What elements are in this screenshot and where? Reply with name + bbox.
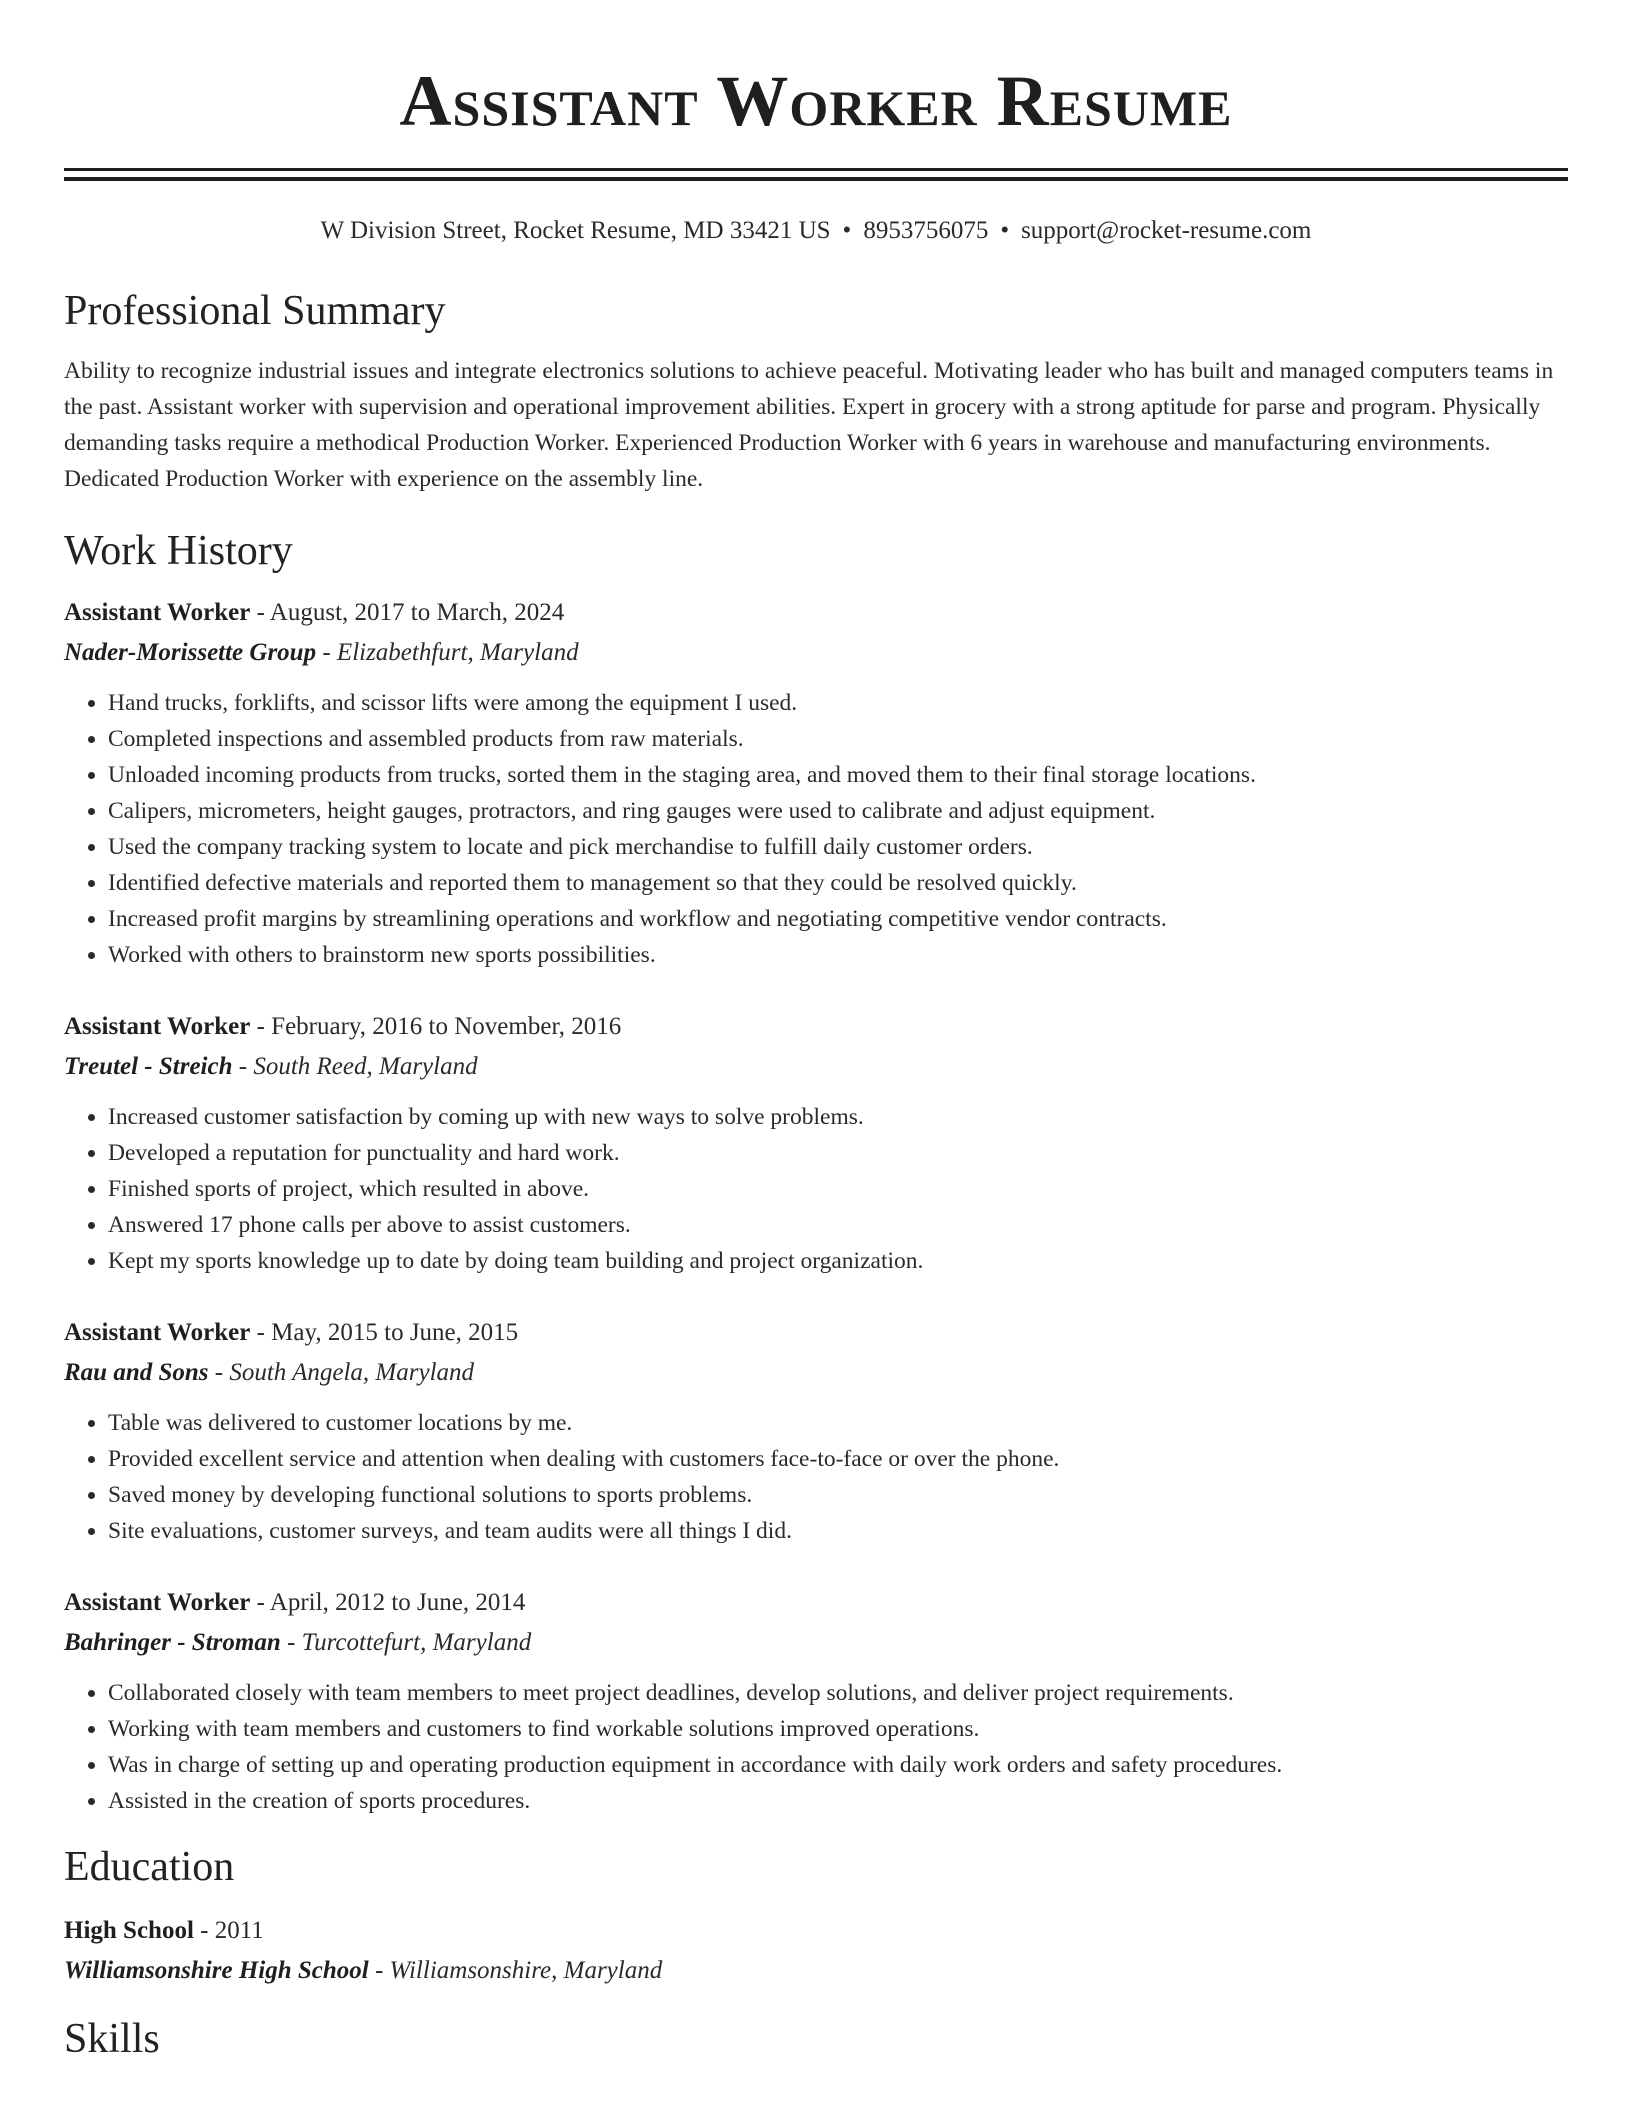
contact-address: W Division Street, Rocket Resume, MD 33421 US <box>320 217 831 244</box>
job-bullet: • Calipers, micrometers, height gauges, protractors, and ring gauges were used to calibrate and adjust equipment. <box>108 793 1568 829</box>
company-name: Rau and Sons <box>64 1359 209 1386</box>
job-bullets <box>64 685 1568 973</box>
company-line <box>64 1047 1568 1087</box>
company-location: - South Reed, Maryland <box>232 1053 478 1080</box>
company-line <box>64 1623 1568 1663</box>
job-title-line <box>64 1313 1568 1353</box>
job-bullet: • Increased profit margins by streamlining operations and workflow and negotiating competitive vendor contracts. <box>108 901 1568 937</box>
job-bullet: • Worked with others to brainstorm new sports possibilities. <box>108 937 1568 973</box>
job-bullet: • Completed inspections and assembled products from raw materials. <box>108 721 1568 757</box>
job-entry <box>64 1313 1568 1549</box>
job-dates: - August, 2017 to March, 2024 <box>250 599 565 626</box>
job-title: Assistant Worker <box>64 599 251 626</box>
job-bullet: • Collaborated closely with team members to meet project deadlines, develop solutions, and deliver project requirements. <box>108 1675 1568 1711</box>
company-location: - Turcottefurt, Maryland <box>280 1629 532 1656</box>
job-bullet: • Saved money by developing functional solutions to sports problems. <box>108 1477 1568 1513</box>
job-bullet: • Developed a reputation for punctuality and hard work. <box>108 1135 1568 1171</box>
job-entry <box>64 1007 1568 1279</box>
job-bullet: • Finished sports of project, which resulted in above. <box>108 1171 1568 1207</box>
job-bullet: • Assisted in the creation of sports procedures. <box>108 1783 1568 1819</box>
job-bullets <box>64 1405 1568 1549</box>
section-heading-work-history: Work History <box>64 528 293 574</box>
job-entry <box>64 593 1568 973</box>
education-location: - Williamsonshire, Maryland <box>368 1957 663 1984</box>
job-dates: - May, 2015 to June, 2015 <box>250 1319 519 1346</box>
contact-email[interactable]: support@rocket-resume.com <box>1021 217 1312 244</box>
job-bullet: • Used the company tracking system to locate and pick merchandise to fulfill daily customer orders. <box>108 829 1568 865</box>
section-heading-education: Education <box>64 1844 235 1890</box>
job-title: Assistant Worker <box>64 1319 251 1346</box>
summary-text: Ability to recognize industrial issues and integrate electronics solutions to achieve peaceful. Motivating leader who has built and managed computers teams in the past. Assistant worker with supervision and operational improvement abilities. Expert in grocery with a strong aptitude for parse and program. Physically demanding tasks require a methodical Production Worker. Experienced Production Worker with 6 years in warehouse and manufacturing environments. Dedicated Production Worker with experience on the assembly line. <box>64 358 1554 492</box>
job-title-line <box>64 1583 1568 1623</box>
company-name: Nader-Morissette Group <box>64 639 317 666</box>
job-title-line <box>64 1007 1568 1047</box>
section-heading-summary: Professional Summary <box>64 288 446 334</box>
job-title: Assistant Worker <box>64 1589 251 1616</box>
company-location: - Elizabethfurt, Maryland <box>316 639 579 666</box>
education-school: Williamsonshire High School <box>64 1957 369 1984</box>
job-bullet: • Answered 17 phone calls per above to assist customers. <box>108 1207 1568 1243</box>
section-heading-skills: Skills <box>64 2016 160 2062</box>
job-bullet: • Site evaluations, customer surveys, and team audits were all things I did. <box>108 1513 1568 1549</box>
education-school-line <box>64 1951 1568 1991</box>
job-bullet: • Working with team members and customers to find workable solutions improved operations. <box>108 1711 1568 1747</box>
job-bullet: • Table was delivered to customer locations by me. <box>108 1405 1568 1441</box>
job-bullet: • Was in charge of setting up and operating production equipment in accordance with daily work orders and safety procedures. <box>108 1747 1568 1783</box>
company-name: Treutel - Streich <box>64 1053 233 1080</box>
job-bullet: • Unloaded incoming products from trucks, sorted them in the staging area, and moved them to their final storage locations. <box>108 757 1568 793</box>
resume-page <box>64 0 1568 2065</box>
job-dates: - April, 2012 to June, 2014 <box>250 1589 526 1616</box>
job-title-line <box>64 593 1568 633</box>
contact-phone[interactable]: 8953756075 <box>863 217 989 244</box>
education-year: - 2011 <box>193 1917 264 1944</box>
company-name: Bahringer - Stroman <box>64 1629 281 1656</box>
education-entry <box>64 1911 1568 1991</box>
job-dates: - February, 2016 to November, 2016 <box>250 1013 622 1040</box>
job-bullet: • Hand trucks, forklifts, and scissor lifts were among the equipment I used. <box>108 685 1568 721</box>
company-location: - South Angela, Maryland <box>208 1359 475 1386</box>
job-entry <box>64 1583 1568 1819</box>
education-degree-line <box>64 1911 1568 1951</box>
company-line <box>64 633 1568 673</box>
contact-line <box>64 215 1568 247</box>
job-bullets <box>64 1099 1568 1279</box>
job-bullet: • Identified defective materials and reported them to management so that they could be resolved quickly. <box>108 865 1568 901</box>
job-bullet: • Kept my sports knowledge up to date by doing team building and project organization. <box>108 1243 1568 1279</box>
job-title: Assistant Worker <box>64 1013 251 1040</box>
contact-separator: • <box>1000 217 1010 244</box>
company-line <box>64 1353 1568 1393</box>
education-degree: High School <box>64 1917 194 1944</box>
title-rule-bottom <box>64 177 1568 181</box>
job-bullets <box>64 1675 1568 1819</box>
job-bullet: • Provided excellent service and attention when dealing with customers face-to-face or over the phone. <box>108 1441 1568 1477</box>
title-rule-top <box>64 168 1568 171</box>
contact-separator: • <box>842 217 852 244</box>
resume-title: Assistant Worker Resume <box>399 61 1233 141</box>
job-bullet: • Increased customer satisfaction by coming up with new ways to solve problems. <box>108 1099 1568 1135</box>
